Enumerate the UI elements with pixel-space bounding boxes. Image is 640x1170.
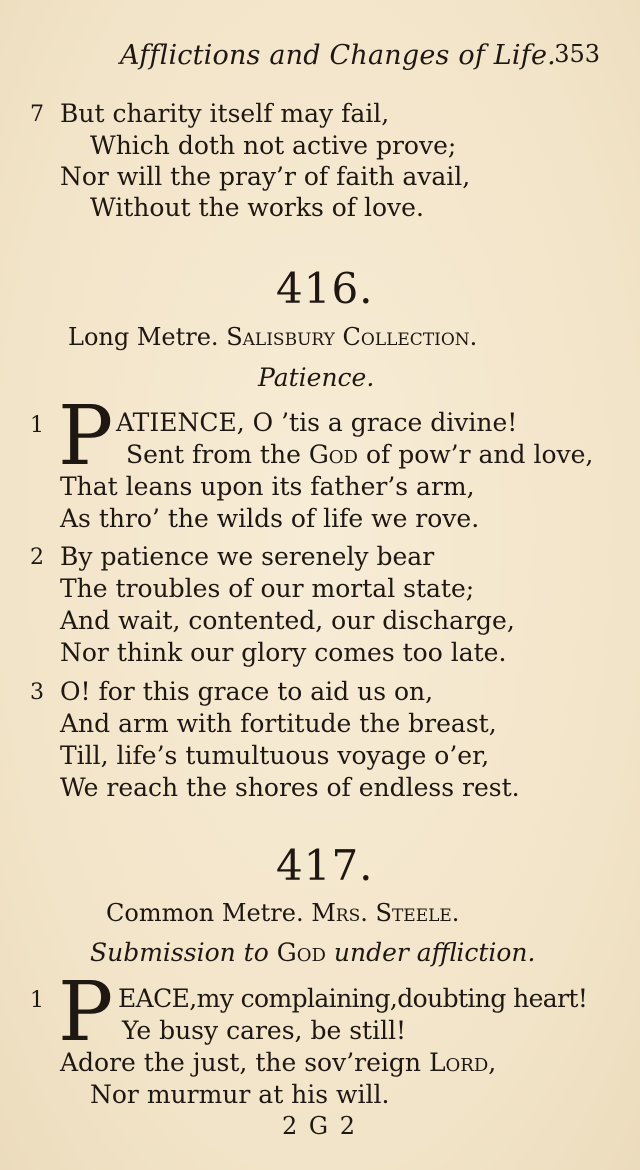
hymn-subject: Patience. xyxy=(258,363,375,392)
line-part: of pow’r and love, xyxy=(365,440,594,469)
hymn-subject xyxy=(90,940,535,965)
metre: Long Metre. xyxy=(68,323,219,351)
subject-part: Submission to xyxy=(90,938,269,967)
hymn-line: The troubles of our mortal state; xyxy=(60,574,475,603)
hymn-line: And arm with fortitude the breast, xyxy=(60,709,497,738)
page-number: 353 xyxy=(554,40,600,68)
hymn-line: ATIENCE, O ’tis a grace divine! xyxy=(116,408,518,437)
hymn-number: 417. xyxy=(276,841,374,890)
verse-number: 2 xyxy=(30,545,44,570)
hymn-line: Till, life’s tumultuous voyage o’er, xyxy=(60,741,490,770)
hymn-line: That leans upon its father’s arm, xyxy=(60,472,475,501)
hymn-source: Mrs. Steele. xyxy=(311,899,460,927)
hymn-source: Salisbury Collection. xyxy=(226,323,478,351)
hymn-line: By patience we serenely bear xyxy=(60,542,435,571)
hymn-line: Without the works of love. xyxy=(90,193,424,222)
hymn-line: O! for this grace to aid us on, xyxy=(60,677,434,706)
hymn-line xyxy=(126,442,593,467)
hymn-line xyxy=(60,1050,496,1075)
hymn-line: And wait, contented, our discharge, xyxy=(60,606,515,635)
hymn-metre-line xyxy=(106,901,459,925)
verse-number: 3 xyxy=(30,680,44,705)
line-part: Adore the just, the sov’reign xyxy=(60,1048,421,1077)
metre: Common Metre. xyxy=(106,899,304,927)
hymn-line: Nor will the pray’r of faith avail, xyxy=(60,162,471,191)
line-part: Sent from the xyxy=(126,440,301,469)
running-title: Afflictions and Changes of Life. xyxy=(120,40,556,71)
verse-number: 1 xyxy=(30,413,44,438)
hymn-line: But charity itself may fail, xyxy=(60,99,390,128)
verse-number: 7 xyxy=(30,102,44,127)
drop-cap: P xyxy=(58,389,114,484)
divine-name: God xyxy=(276,938,326,967)
hymn-number: 416. xyxy=(276,264,374,313)
hymn-metre-line xyxy=(68,325,477,349)
divine-name: Lord, xyxy=(428,1048,497,1077)
divine-name: God xyxy=(308,440,358,469)
hymn-line: Nor think our glory comes too late. xyxy=(60,638,507,667)
hymn-line: Which doth not active prove; xyxy=(90,131,457,160)
hymn-line: EACE,my complaining,doubting heart! xyxy=(118,984,588,1013)
printer-signature: 2 G 2 xyxy=(282,1112,357,1140)
hymn-line: As thro’ the wilds of life we rove. xyxy=(60,504,480,533)
subject-part: under affliction. xyxy=(333,938,536,967)
hymn-line: We reach the shores of endless rest. xyxy=(60,773,520,802)
drop-cap: P xyxy=(58,965,114,1060)
hymn-line: Ye busy cares, be still! xyxy=(122,1016,407,1045)
verse-number: 1 xyxy=(30,988,44,1013)
hymn-line: Nor murmur at his will. xyxy=(90,1080,390,1109)
